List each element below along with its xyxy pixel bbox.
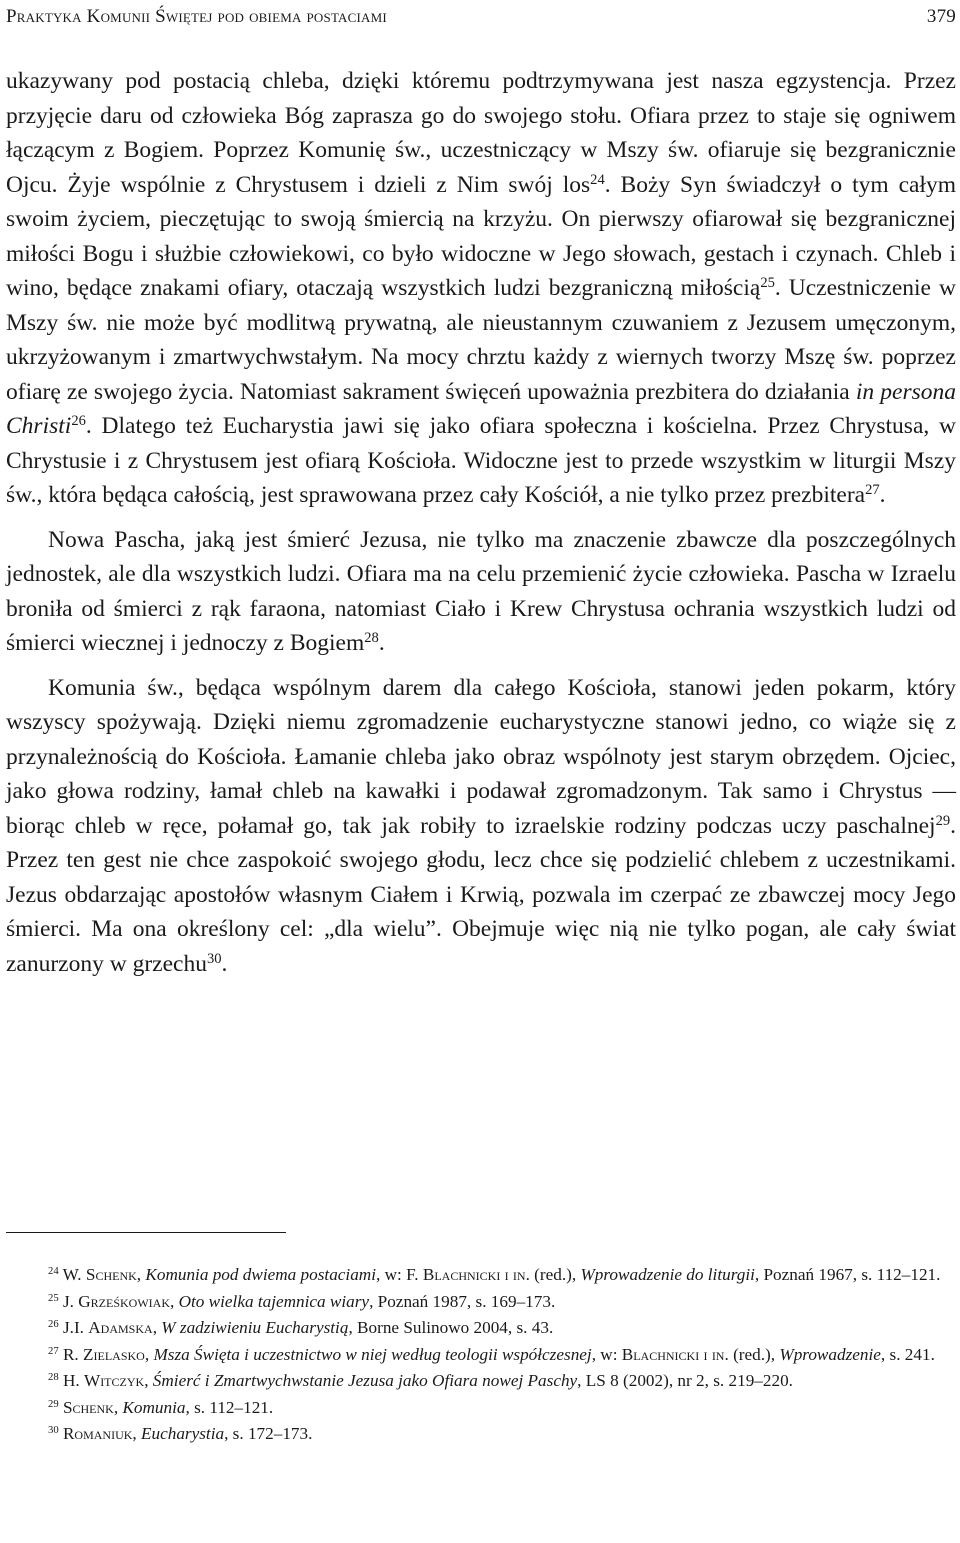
text-run: W. — [58, 1265, 86, 1284]
running-title: Praktyka Komunii Świętej pod obiema postaciami — [6, 6, 387, 27]
footnotes — [6, 1262, 956, 1448]
text-run: R. — [58, 1344, 84, 1364]
paragraph — [6, 671, 956, 982]
text-run: , s. 112–121. — [185, 1397, 274, 1417]
author-name: Romaniuk — [62, 1424, 133, 1443]
text-run: , — [136, 1265, 146, 1284]
text-run: , — [132, 1424, 142, 1443]
footnote-ref: 26 — [71, 413, 86, 429]
text-run: . Uczestniczenie w Mszy św. nie może być modlitwą prywatną, ale nieustannym czuwaniem z Jezusem umęczonym, ukrzyżowanym i zmartwychwstałym. Na mocy chrztu każdy z wiernych tworzy Mszę św. poprzez ofiarę ze swojego życia. Natomiast sakrament święceń upoważnia prezbitera do działania — [6, 275, 956, 405]
footnote-ref: 26 — [48, 1319, 59, 1331]
text-run: . — [221, 950, 228, 977]
text-run: (red.), — [728, 1344, 780, 1364]
text-run: . — [378, 630, 385, 656]
footnote-ref: 30 — [48, 1425, 59, 1437]
footnote — [6, 1368, 956, 1395]
italic-text: W zadziwieniu Eucharystią — [161, 1318, 349, 1337]
text-run: , Poznań 1987, s. 169–173. — [369, 1291, 556, 1311]
text-run: , w: — [591, 1344, 622, 1364]
text-run: H. — [58, 1371, 84, 1390]
footnote-ref: 27 — [865, 482, 880, 498]
italic-text: Wprowadzenie do liturgii — [580, 1265, 755, 1284]
footnote-ref: 27 — [48, 1345, 59, 1357]
text-run: . — [879, 482, 886, 508]
text-run: Komunia św., będąca wspólnym darem dla całego Kościoła, stanowi jeden pokarm, który wszyscy spożywają. Dzięki niemu zgromadzenie eucharystyczne stanowi jedno, co wiąże się z przynależnością do Kościoła. Łamanie chleba jako obraz wspólnoty jest starym obrzędem. Ojciec, jako głowa rodziny, łamał chleb na kawałki i podawał zgromadzonym. Tak samo i Chrystus — biorąc chleb w ręce, połamał go, tak jak robiły to izraelskie rodziny podczas uczy paschalnej — [6, 674, 956, 839]
footnote-ref: 24 — [48, 1266, 59, 1278]
text-run: , s. 241. — [880, 1344, 935, 1364]
author-name: Blachnicki i in. — [422, 1265, 530, 1284]
italic-text: Komunia pod dwiema postaciami — [145, 1265, 376, 1284]
text-run: , — [152, 1318, 162, 1337]
footnote — [6, 1421, 956, 1448]
text-run: , w: F. — [376, 1265, 423, 1284]
author-name: Schenk — [62, 1397, 114, 1417]
footnote-ref: 28 — [48, 1372, 59, 1384]
author-name: Grześkowiak — [78, 1291, 170, 1311]
main-text — [6, 64, 956, 981]
author-name: Adamska — [88, 1318, 153, 1337]
italic-text: Eucharystia — [141, 1424, 225, 1443]
italic-text: Śmierć i Zmartwychwstanie Jezusa jako Ofiara nowej Paschy — [152, 1371, 578, 1390]
footnote-ref: 30 — [206, 950, 222, 967]
paragraph — [6, 523, 956, 661]
text-run: . Dlatego też Eucharystia jawi się jako ofiara społeczna i kościelna. Przez Chrystusa, w Chrystusie i z Chrystusem jest ofiarą Kościoła. Widoczne jest to przede wszystkim w liturgii Mszy św., która będąca całością, jest sprawowana przez cały Kościół, a nie tylko przez prezbitera — [6, 413, 956, 508]
text-run: ukazywany pod postacią chleba, dzięki któremu podtrzymywana jest nasza egzystencja. Przez przyjęcie daru od człowieka Bóg zaprasza go do swojego stołu. Ofiara przez to staje się ogniwem łączącym z Bogiem. Poprzez Komunię św., uczestniczący w Mszy św. ofiaruje się bezgranicznie Ojcu. Żyje wspólnie z Chrystusem i dzieli z Nim swój los — [6, 68, 956, 198]
footnote-ref: 29 — [48, 1398, 59, 1410]
author-name: Blachnicki i in. — [621, 1344, 729, 1364]
footnote — [6, 1342, 956, 1369]
italic-text: Msza Święta i uczestnictwo w niej według teologii współczesnej — [153, 1344, 592, 1364]
italic-text: Oto wielka tajemnica wiary — [178, 1291, 370, 1311]
italic-text: Komunia — [122, 1397, 186, 1417]
footnote — [6, 1315, 956, 1342]
text-run: , s. 172–173. — [224, 1424, 313, 1443]
text-run: , LS 8 (2002), nr 2, s. 219–220. — [577, 1371, 793, 1390]
footnote — [6, 1289, 956, 1316]
text-run: J.I. — [58, 1318, 89, 1337]
author-name: Witczyk — [83, 1371, 145, 1390]
text-run: . Boży Syn świadczył o tym całym swoim życiem, pieczętując to swoją śmiercią na krzyżu. On pierwszy ofiarował się bezgranicznej miłości Bogu i służbie człowiekowi, co było widoczne w Jego słowach, gestach i czynach. Chleb i wino, będące znakami ofiary, otaczają wszystkich ludzi bezgraniczną miłością — [6, 171, 956, 301]
text-run: , — [170, 1291, 179, 1311]
text-run: Nowa Pascha, jaką jest śmierć Jezusa, nie tylko ma znaczenie zbawcze dla poszczególnych jednostek, ale dla wszystkich ludzi. Ofiara ma na celu przemienić życie człowieka. Pascha w Izraelu broniła od śmierci z rąk faraona, natomiast Ciało i Krew Chrystusa ochrania wszystkich ludzi od śmierci wiecznej i jednoczy z Bogiem — [6, 526, 956, 656]
text-run: . Przez ten gest nie chce zaspokoić swojego głodu, lecz chce się podzielić chlebem z uczestnikami. Jezus obdarzając apostołów własnym Ciałem i Krwią, pozwala im czerpać ze zbawczej mocy Jego śmierci. Ma ona określony cel: „dla wielu”. Obejmuje więc nią nie tylko pogan, ale cały świat zanurzony w grzechu — [6, 812, 956, 977]
footnote — [6, 1262, 956, 1289]
text-run: J. — [58, 1291, 79, 1311]
text-run: (red.), — [529, 1265, 581, 1284]
italic-text: in persona Christi — [6, 378, 956, 439]
text-run: , — [144, 1371, 153, 1390]
text-run: , — [113, 1397, 123, 1417]
text-run: , Borne Sulinowo 2004, s. 43. — [348, 1318, 554, 1337]
text-run: , — [144, 1344, 154, 1364]
text-run: , Poznań 1967, s. 112–121. — [754, 1265, 941, 1284]
footnote-ref: 25 — [760, 275, 775, 291]
running-head — [6, 6, 956, 32]
paragraph — [6, 64, 956, 513]
page-number: 379 — [926, 6, 956, 27]
author-name: Zielasko — [83, 1344, 145, 1364]
footnote-ref: 24 — [590, 171, 605, 188]
footnote-ref: 25 — [48, 1292, 59, 1304]
footnote-ref: 28 — [364, 630, 379, 646]
footnote — [6, 1395, 956, 1422]
footnote-ref: 29 — [935, 812, 951, 829]
author-name: Schenk — [85, 1265, 137, 1284]
footnote-separator — [6, 1232, 286, 1233]
italic-text: Wprowadzenie — [779, 1344, 881, 1364]
